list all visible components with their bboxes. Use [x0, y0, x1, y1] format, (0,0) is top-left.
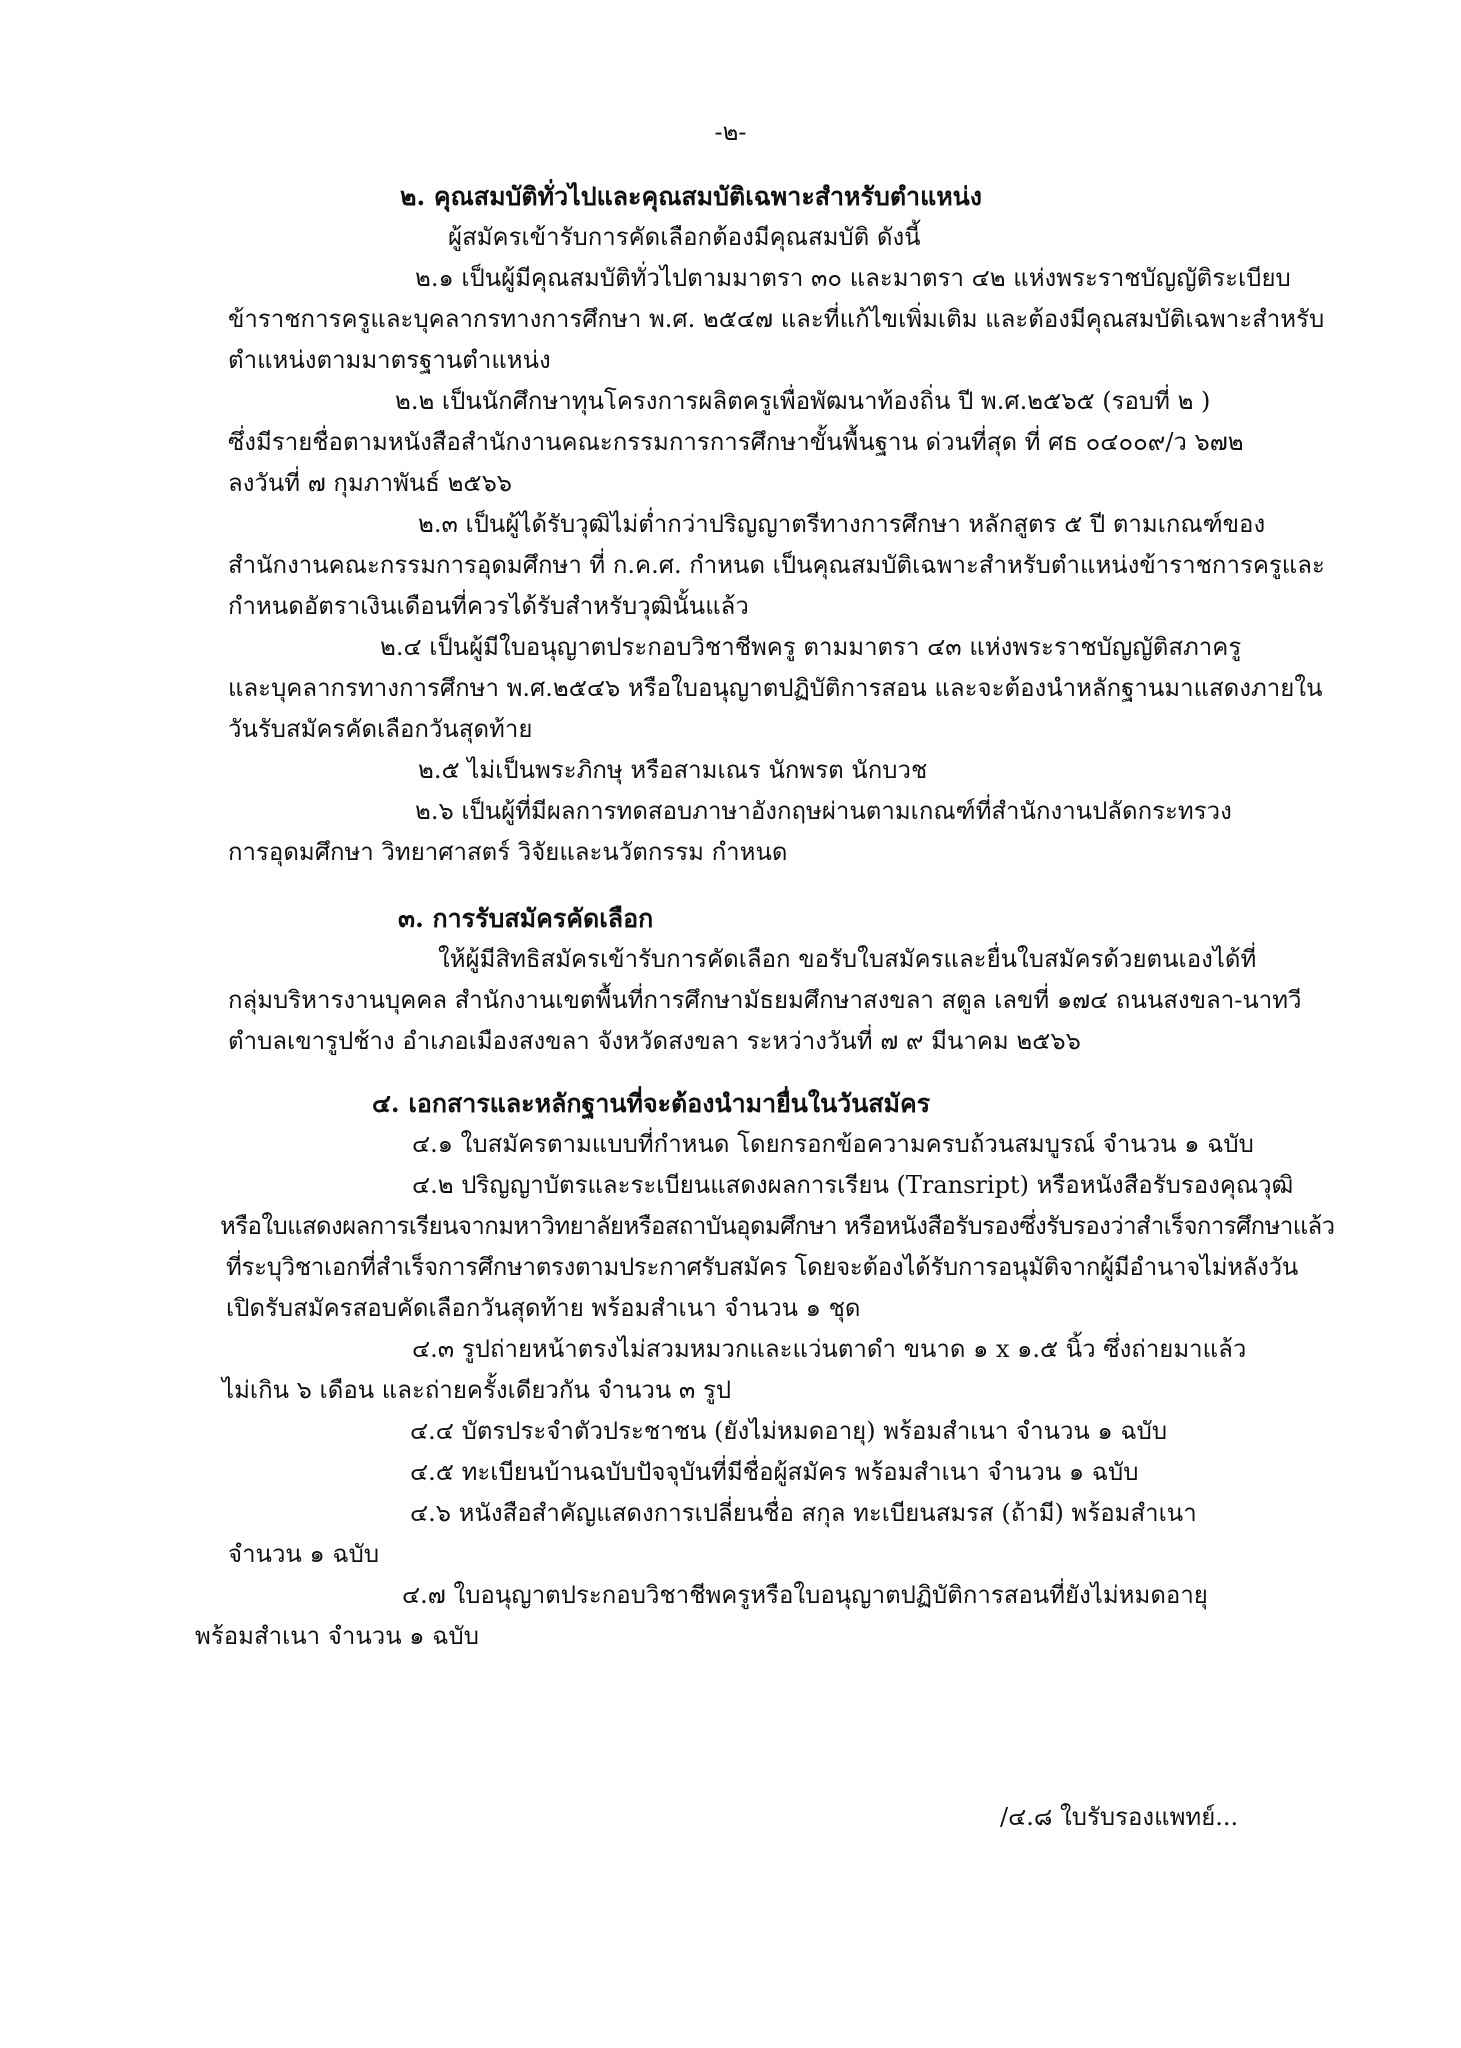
- item-2-2-line-1: ๒.๒ เป็นนักศึกษาทุนโครงการผลิตครูเพื่อพัฒนาท้องถิ่น ปี พ.ศ.๒๕๖๕ (รอบที่ ๒ ): [395, 387, 1211, 415]
- item-2-6-line-1: ๒.๖ เป็นผู้ที่มีผลการทดสอบภาษาอังกฤษผ่านตามเกณฑ์ที่สำนักงานปลัดกระทรวง: [415, 797, 1232, 825]
- item-4-2-line-3: ที่ระบุวิชาเอกที่สำเร็จการศึกษาตรงตามประกาศรับสมัคร โดยจะต้องได้รับการอนุมัติจากผู้มีอำนาจไม่หลังวัน: [226, 1253, 1298, 1281]
- section-4-heading: ๔. เอกสารและหลักฐานที่จะต้องนำมายื่นในวันสมัคร: [372, 1089, 931, 1118]
- section-3-heading: ๓. การรับสมัครคัดเลือก: [398, 904, 654, 933]
- item-4-6-line-2: จำนวน ๑ ฉบับ: [228, 1540, 380, 1568]
- item-2-2-line-3: ลงวันที่ ๗ กุมภาพันธ์ ๒๕๖๖: [228, 469, 513, 497]
- section-3: [0, 898, 1461, 1062]
- item-4-2-line-2: หรือใบแสดงผลการเรียนจากมหาวิทยาลัยหรือสถาบันอุดมศึกษา หรือหนังสือรับรองซึ่งรับรองว่าสำเร็จการศึกษาแล้ว: [220, 1212, 1335, 1240]
- item-2-4-line-3: วันรับสมัครคัดเลือกวันสุดท้าย: [228, 715, 533, 743]
- item-4-4-line-1: ๔.๔ บัตรประจำตัวประชาชน (ยังไม่หมดอายุ) พร้อมสำเนา จำนวน ๑ ฉบับ: [410, 1417, 1168, 1445]
- item-2-3-line-2: สำนักงานคณะกรรมการอุดมศึกษา ที่ ก.ค.ศ. กำหนด เป็นคุณสมบัติเฉพาะสำหรับตำแหน่งข้าราชการครูและ: [228, 551, 1325, 579]
- item-2-2-line-2: ซึ่งมีรายชื่อตามหนังสือสำนักงานคณะกรรมการการศึกษาขั้นพื้นฐาน ด่วนที่สุด ที่ ศธ ๐๔๐๐๙/ว ๖๗๒: [228, 428, 1244, 456]
- item-2-3-line-1: ๒.๓ เป็นผู้ได้รับวุฒิไม่ต่ำกว่าปริญญาตรีทางการศึกษา หลักสูตร ๕ ปี ตามเกณฑ์ของ: [418, 510, 1266, 538]
- item-4-5-line-1: ๔.๕ ทะเบียนบ้านฉบับปัจจุบันที่มีชื่อผู้สมัคร พร้อมสำเนา จำนวน ๑ ฉบับ: [410, 1458, 1139, 1486]
- item-4-6-line-1: ๔.๖ หนังสือสำคัญแสดงการเปลี่ยนชื่อ สกุล ทะเบียนสมรส (ถ้ามี) พร้อมสำเนา: [410, 1499, 1197, 1527]
- section-2: [0, 176, 1461, 873]
- item-2-4-line-2: และบุคลากรทางการศึกษา พ.ศ.๒๕๔๖ หรือใบอนุญาตปฏิบัติการสอน และจะต้องนำหลักฐานมาแสดงภายใน: [228, 674, 1323, 702]
- item-2-5-line-1: ๒.๕ ไม่เป็นพระภิกษุ หรือสามเณร นักพรต นักบวช: [418, 756, 928, 784]
- item-4-7-line-2: พร้อมสำเนา จำนวน ๑ ฉบับ: [195, 1622, 479, 1650]
- section-3-line-2: กลุ่มบริหารงานบุคคล สำนักงานเขตพื้นที่การศึกษามัธยมศึกษาสงขลา สตูล เลขที่ ๑๗๔ ถนนสงขลา-นาทวี: [228, 986, 1302, 1014]
- item-2-1-line-2: ข้าราชการครูและบุคลากรทางการศึกษา พ.ศ. ๒๕๔๗ และที่แก้ไขเพิ่มเติม และต้องมีคุณสมบัติเฉพาะสำหรับ: [228, 305, 1325, 333]
- item-4-3-line-2: ไม่เกิน ๖ เดือน และถ่ายครั้งเดียวกัน จำนวน ๓ รูป: [222, 1376, 732, 1404]
- section-4: [0, 1083, 1461, 1657]
- page-number: -๒-: [714, 118, 747, 146]
- section-3-line-3: ตำบลเขารูปช้าง อำเภอเมืองสงขลา จังหวัดสงขลา ระหว่างวันที่ ๗ ๙ มีนาคม ๒๕๖๖: [228, 1027, 1081, 1055]
- item-4-7-line-1: ๔.๗ ใบอนุญาตประกอบวิชาชีพครูหรือใบอนุญาตปฏิบัติการสอนที่ยังไม่หมดอายุ: [402, 1581, 1208, 1609]
- item-4-2-line-4: เปิดรับสมัครสอบคัดเลือกวันสุดท้าย พร้อมสำเนา จำนวน ๑ ชุด: [226, 1294, 861, 1322]
- section-3-line-1: ให้ผู้มีสิทธิสมัครเข้ารับการคัดเลือก ขอรับใบสมัครและยื่นใบสมัครด้วยตนเองได้ที่: [438, 945, 1257, 973]
- item-2-4-line-1: ๒.๔ เป็นผู้มีใบอนุญาตประกอบวิชาชีพครู ตามมาตรา ๔๓ แห่งพระราชบัญญัติสภาครู: [380, 633, 1242, 661]
- item-4-3-line-1: ๔.๓ รูปถ่ายหน้าตรงไม่สวมหมวกและแว่นตาดำ ขนาด ๑ x ๑.๕ นิ้ว ซึ่งถ่ายมาแล้ว: [412, 1335, 1247, 1363]
- item-2-6-line-2: การอุดมศึกษา วิทยาศาสตร์ วิจัยและนวัตกรรม กำหนด: [228, 838, 788, 866]
- item-2-1-line-3: ตำแหน่งตามมาตรฐานตำแหน่ง: [228, 346, 551, 374]
- item-4-1-line-1: ๔.๑ ใบสมัครตามแบบที่กำหนด โดยกรอกข้อความครบถ้วนสมบูรณ์ จำนวน ๑ ฉบับ: [412, 1130, 1254, 1158]
- section-2-heading: ๒. คุณสมบัติทั่วไปและคุณสมบัติเฉพาะสำหรับตำแหน่ง: [400, 182, 982, 211]
- continuation-note: /๔.๘ ใบรับรองแพทย์...: [1000, 1803, 1239, 1831]
- item-4-2-line-1: ๔.๒ ปริญญาบัตรและระเบียนแสดงผลการเรียน (Transript) หรือหนังสือรับรองคุณวุฒิ: [412, 1171, 1294, 1199]
- section-2-intro: ผู้สมัครเข้ารับการคัดเลือกต้องมีคุณสมบัติ ดังนี้: [448, 223, 921, 251]
- item-2-1-line-1: ๒.๑ เป็นผู้มีคุณสมบัติทั่วไปตามมาตรา ๓๐ และมาตรา ๔๒ แห่งพระราชบัญญัติระเบียบ: [415, 264, 1291, 292]
- item-2-3-line-3: กำหนดอัตราเงินเดือนที่ควรได้รับสำหรับวุฒินั้นแล้ว: [228, 592, 749, 620]
